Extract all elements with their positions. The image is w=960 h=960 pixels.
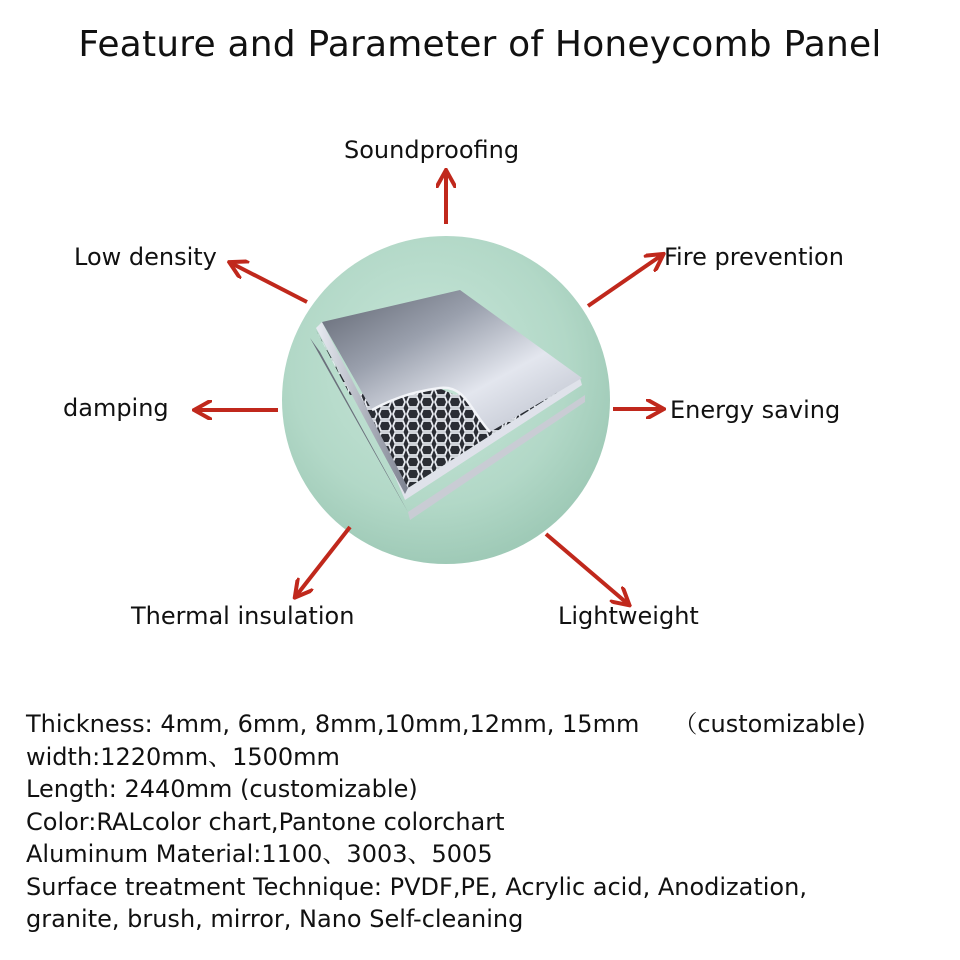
feature-lightweight: Lightweight: [558, 602, 699, 630]
feature-energy-saving: Energy saving: [670, 396, 841, 424]
spec-length: Length: 2440mm (customizable): [26, 775, 418, 803]
spec-material: Aluminum Material:1100、3003、5005: [26, 840, 493, 868]
feature-fire-prevention: Fire prevention: [664, 243, 844, 271]
arrow-bottom-left: [296, 527, 350, 596]
spec-list: [26, 708, 946, 936]
feature-damping: damping: [63, 394, 169, 422]
spec-surface-line-1: Surface treatment Technique: PVDF,PE, Acrylic acid, Anodization,: [26, 872, 807, 901]
feature-thermal-insulation: Thermal insulation: [131, 602, 355, 630]
spec-width: width:1220mm、1500mm: [26, 742, 340, 771]
spec-thickness: [26, 708, 946, 741]
spec-color: Color:RALcolor chart,Pantone colorchart: [26, 807, 505, 836]
arrow-top-left: [231, 263, 307, 302]
spec-thickness-note: （customizable): [673, 710, 866, 738]
spec-thickness-values: Thickness: 4mm, 6mm, 8mm,10mm,12mm, 15mm: [26, 710, 640, 738]
page-title: Feature and Parameter of Honeycomb Panel: [78, 24, 882, 65]
arrow-top-right: [588, 255, 662, 306]
feature-soundproofing: Soundproofing: [344, 136, 520, 164]
arrow-bottom-right: [546, 534, 628, 604]
spec-surface-line-2: granite, brush, mirror, Nano Self-cleaning: [26, 905, 524, 933]
feature-low-density: Low density: [74, 243, 217, 271]
